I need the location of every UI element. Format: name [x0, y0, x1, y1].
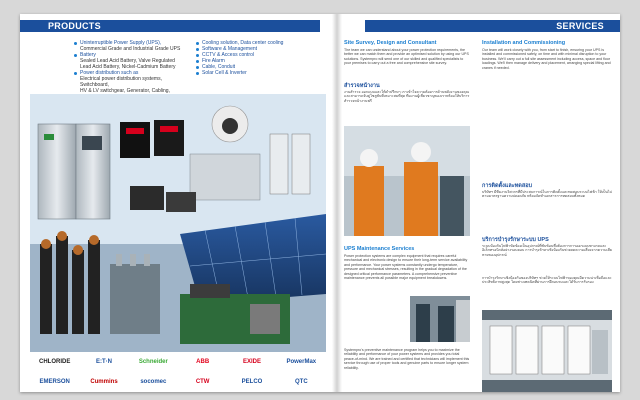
ups-maintenance-title: UPS Maintenance Services: [344, 246, 415, 252]
brand-logo: PowerMax: [286, 359, 317, 365]
product-list-text: Lead Acid Battery, Nickel-Cadmium Battery: [80, 64, 176, 70]
brand-logo: CHLORIDE: [38, 359, 71, 365]
product-list-text: Cooling solution, Data center cooling: [202, 40, 284, 46]
products-list-left: [74, 40, 192, 100]
ups-room-photo: [482, 310, 612, 392]
ups-room-photo-graphic: [482, 310, 612, 392]
engineers-photo-graphic: [344, 126, 470, 236]
brochure-spread: [20, 14, 620, 392]
products-collage-graphic: [30, 94, 326, 352]
bullet-icon: [196, 54, 199, 57]
bullet-icon: [74, 42, 77, 45]
services-header-title: SERVICES: [556, 21, 604, 31]
technicians-photo-graphic: [410, 296, 470, 342]
bullet-icon: [196, 66, 199, 69]
product-list-text: Battery: [80, 52, 96, 58]
installation-body: Our team will work closely with you, from start to finish, ensuring your UPS is installed and commissioned safely, on time and with minimal disruption to your business. We'll carry out a full site assessment including access, space and floor loadings. We'll then manage delivery and placement, arranging special lifting and cranes if needed.: [482, 48, 611, 70]
product-list-text: Fire Alarm: [202, 58, 225, 64]
site-survey-title: Site Survey, Design and Consultant: [344, 40, 437, 46]
maintenance-thai-title: บริการบำรุงรักษาระบบ UPS: [482, 237, 549, 243]
bullet-icon: [74, 54, 77, 57]
products-header-bar: [20, 20, 320, 32]
product-list-text: Solar Cell & Inverter: [202, 70, 247, 76]
product-list-text: Software & Management: [202, 46, 258, 52]
bullet-icon: [196, 48, 199, 51]
ups-maintenance-more-body: Systempro's preventive maintenance program helps you to maximize the reliability and performance of your power systems and provides you total peace-of-mind. We are trained and certified that technicians will implement this service through use of proper tools and genuine parts to ensure longer system reliability.: [344, 348, 470, 370]
products-collage-image: [30, 94, 326, 352]
brand-logo: E:T·N: [95, 359, 112, 365]
services-header-bar: [365, 20, 620, 32]
ups-maintenance-body: Power protection systems are complex equipment that requires careful mechanical and electronic design to ensure their long-term service availability and performance. Your power systems constantly undergo temperature, pressure and mechanical stresses, resulting in the gradual degradation of the designed critical performance parameters. A comprehensive preventive maintenance prevents all possible major equipment breakdowns.: [344, 254, 468, 281]
products-page: [20, 14, 336, 392]
brand-logo: EXIDE: [242, 359, 261, 365]
engineers-photo: [344, 126, 470, 236]
brand-logo: Schneider: [138, 359, 168, 365]
maintenance-thai-body: ระบบป้องกันไฟฟ้าขัดข้องเป็นอุปกรณ์ที่ซับซ้อนซึ่งต้องการการออกแบบทางกลและอิเล็กทรอนิกส์อย่างรอบคอบ การบำรุงรักษาเชิงป้องกันช่วยลดความเสี่ยงจากความเสียหายของอุปกรณ์: [482, 244, 612, 257]
brand-logo: CTW: [195, 379, 210, 385]
brand-logo-grid: [30, 352, 326, 392]
installation-thai-body: บริษัทฯ มีทีมงานวิศวกรที่มีประสบการณ์ในการติดตั้งและทดสอบระบบไฟฟ้า ให้เป็นไปตามมาตรฐานความปลอดภัย พร้อมจัดทำเอกสารการทดสอบทั้งหมด: [482, 190, 612, 199]
brand-logo: Cummins: [90, 379, 118, 385]
installation-title: Installation and Commissioning: [482, 40, 566, 46]
bullet-icon: [74, 72, 77, 75]
site-survey-body: The team we can understand about your power protection requirements, the better we can match them and provide an optimised solution by using our UPS solutions. Systempro will send one of our skilled and qualified specialists to your premises to carry out a free and comprehensive site survey.: [344, 48, 469, 66]
product-list-text: CCTV & Access control: [202, 52, 254, 58]
product-list-text: Power distribution such as: [80, 70, 139, 76]
brand-logo: QTC: [294, 379, 308, 385]
product-list-text: HV & LV switchgear, Generator, Cabling,: [80, 88, 170, 94]
bullet-icon: [196, 60, 199, 63]
products-header-title: PRODUCTS: [48, 21, 101, 31]
products-list-right: [196, 40, 314, 76]
product-list-text: Uninterruptible Power Supply (UPS),: [80, 40, 162, 46]
product-list-text: Sealed Lead Acid Battery, Valve Regulated: [80, 58, 175, 64]
technicians-photo: [410, 296, 470, 342]
site-survey-thai-title: สำรวจหน้างาน: [344, 83, 380, 89]
services-page: [336, 14, 620, 392]
maintenance-thai-more-body: การบำรุงรักษาเชิงป้องกันของบริษัทฯ ช่วยให้ระบบไฟฟ้าของคุณมีความน่าเชื่อถือและประสิทธิภาพสูงสุด โดยช่างเทคนิคที่ผ่านการฝึกอบรมและได้รับการรับรอง: [482, 276, 612, 285]
installation-thai-title: การติดตั้งและทดสอบ: [482, 183, 532, 189]
product-list-text: Electrical power distribution systems, Switchboard,: [80, 76, 162, 88]
product-list-item: [74, 76, 192, 88]
bullet-icon: [196, 42, 199, 45]
product-list-text: Cable, Conduit: [202, 64, 236, 70]
product-list-item: [196, 70, 314, 76]
brand-logo: PELCO: [241, 379, 263, 385]
brand-logo: ABB: [196, 359, 210, 365]
product-list-text: Commercial Grade and Industrial Grade UPS: [80, 46, 181, 52]
brand-logo: socomec: [140, 379, 167, 385]
brand-logo: EMERSON: [39, 379, 70, 385]
site-survey-thai-body: งานสำรวจ ออกแบบและให้คำปรึกษา เราเข้าใจความต้องการด้านพลังงานของคุณ และสามารถจับคู่โซลูชันที่เหมาะสมที่สุด ทีมงานผู้เชี่ยวชาญของเราพร้อมให้บริการสำรวจหน้างานฟรี: [344, 90, 470, 103]
bullet-icon: [196, 72, 199, 75]
